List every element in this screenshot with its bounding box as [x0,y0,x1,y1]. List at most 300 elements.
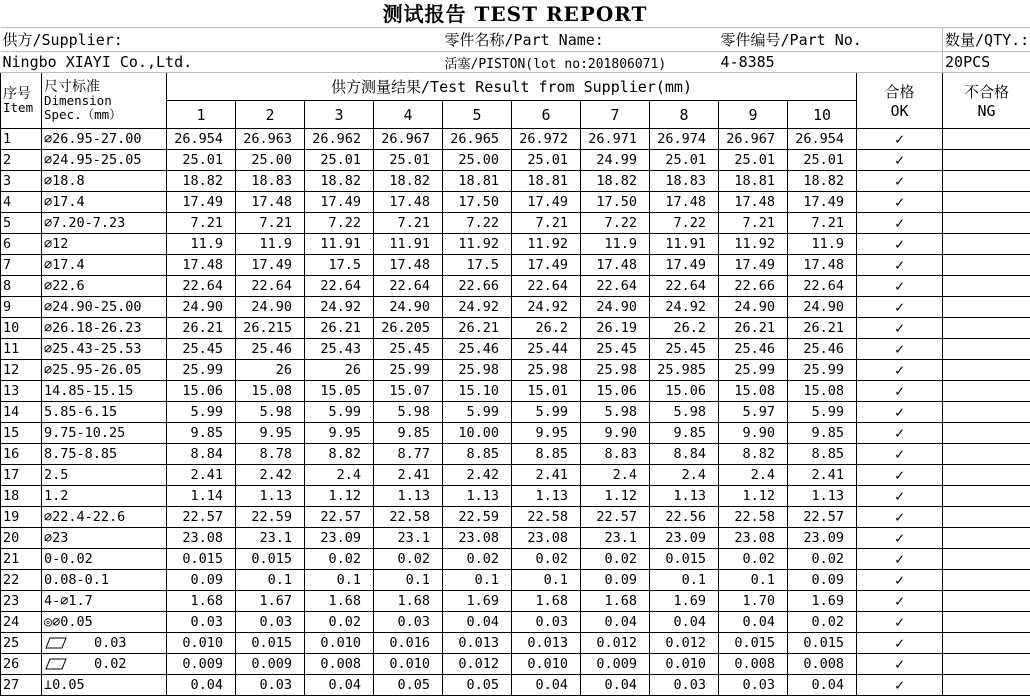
dimension-spec: ⌀22.6 [42,276,167,297]
measurement-cell: 1.13 [788,486,857,507]
table-row [1,213,1030,234]
measurement-cell: 22.64 [236,276,305,297]
measurement-cell: 25.99 [788,360,857,381]
measurement-cell: 7.22 [581,213,650,234]
dimension-spec: ⌀23 [42,528,167,549]
ok-check-icon: ✓ [857,423,943,444]
measurement-cell: 22.58 [512,507,581,528]
dimension-header [42,73,167,129]
measurement-cell: 22.66 [443,276,512,297]
ok-check-icon: ✓ [857,297,943,318]
measurement-cell: 0.012 [650,633,719,654]
measurement-cell: 23.08 [719,528,788,549]
measurement-cell: 26 [305,360,374,381]
qty-label: 数量/QTY.: [943,28,1030,52]
measurement-cell: 26.954 [788,129,857,150]
measurement-cell: 26.21 [719,318,788,339]
measurement-cell: 22.57 [788,507,857,528]
measurement-cell: 24.92 [305,297,374,318]
measurement-cell: 0.03 [236,612,305,633]
item-number: 18 [1,486,42,507]
ng-cell [943,591,1030,612]
item-number: 20 [1,528,42,549]
measurement-cell: 24.90 [581,297,650,318]
test-report-table [0,27,1030,696]
measurement-cell: 25.01 [167,150,236,171]
measurement-cell: 22.64 [374,276,443,297]
measurement-cell: 15.06 [650,381,719,402]
measurement-cell: 25.98 [443,360,512,381]
part-no-label: 零件编号/Part No. [719,28,943,52]
measurement-cell: 25.99 [167,360,236,381]
measurement-cell: 26.954 [167,129,236,150]
measurement-cell: 25.45 [374,339,443,360]
dimension-spec-value: 0.03 [94,635,127,651]
part-name-value: 活塞/PISTON(lot no:201806071) [443,52,719,73]
ng-cell [943,633,1030,654]
ok-check-icon: ✓ [857,549,943,570]
measurement-cell: 25.00 [236,150,305,171]
dimension-spec: ⌀24.95-25.05 [42,150,167,171]
measurement-cell: 7.21 [167,213,236,234]
measurement-cell: 1.13 [374,486,443,507]
measurement-cell: 25.01 [512,150,581,171]
measurement-cell: 0.09 [788,570,857,591]
measurement-cell: 26.962 [305,129,374,150]
measurement-cell: 5.97 [719,402,788,423]
measurement-cell: 22.58 [719,507,788,528]
table-row [1,654,1030,675]
measurement-cell: 23.08 [443,528,512,549]
measurement-cell: 23.08 [167,528,236,549]
measurement-cell: 1.13 [443,486,512,507]
ng-cell [943,402,1030,423]
table-row [1,234,1030,255]
measurement-cell: 2.41 [512,465,581,486]
table-row [1,129,1030,150]
measurement-cell: 8.84 [167,444,236,465]
measurement-cell: 0.015 [719,633,788,654]
item-number: 21 [1,549,42,570]
measurement-cell: 0.1 [719,570,788,591]
measurement-cell: 17.49 [236,255,305,276]
table-row [1,570,1030,591]
ng-header-en: NG [977,102,996,120]
ng-cell [943,444,1030,465]
item-header-cn: 序号 [3,85,31,102]
measurement-cell: 5.99 [443,402,512,423]
measurement-cell: 0.009 [581,654,650,675]
measurement-cell: 17.48 [236,192,305,213]
measurement-cell: 0.04 [581,675,650,696]
measurement-cell: 0.008 [719,654,788,675]
measurement-cell: 7.21 [788,213,857,234]
supplier-label: 供方/Supplier: [1,28,443,52]
measurement-cell: 1.68 [167,591,236,612]
table-row [1,150,1030,171]
measurement-cell: 25.98 [581,360,650,381]
dimension-spec: ⌀17.4 [42,255,167,276]
measurement-cell: 22.64 [512,276,581,297]
part-name-label: 零件名称/Part Name: [443,28,719,52]
flatness-icon [44,658,68,670]
ok-check-icon: ✓ [857,465,943,486]
measurement-cell: 0.013 [512,633,581,654]
test-result-header: 供方测量结果/Test Result from Supplier(mm) [167,73,857,101]
ok-check-icon: ✓ [857,171,943,192]
table-row [1,192,1030,213]
ng-cell [943,192,1030,213]
ng-cell [943,381,1030,402]
table-row [1,255,1030,276]
measurement-cell: 25.45 [167,339,236,360]
table-row [1,402,1030,423]
dimension-spec: ◎⌀0.05 [42,612,167,633]
measurement-cell: 0.04 [512,675,581,696]
measurement-cell: 17.49 [512,255,581,276]
measurement-cell: 8.82 [305,444,374,465]
measurement-cell: 15.06 [167,381,236,402]
measurement-cell: 0.010 [650,654,719,675]
measurement-cell: 17.48 [374,255,443,276]
measurement-cell: 26.215 [236,318,305,339]
measurement-cell: 0.03 [512,612,581,633]
measurement-cell: 15.05 [305,381,374,402]
ok-header-cn: 合格 [884,83,915,101]
measurement-cell: 18.82 [305,171,374,192]
item-number: 6 [1,234,42,255]
ok-header [857,73,943,129]
column-header-2: 2 [236,101,305,129]
measurement-cell: 7.21 [236,213,305,234]
measurement-cell: 26.2 [650,318,719,339]
measurement-cell: 0.04 [305,675,374,696]
measurement-cell: 5.98 [650,402,719,423]
measurement-cell: 0.010 [512,654,581,675]
measurement-cell: 0.008 [788,654,857,675]
measurement-cell: 5.99 [788,402,857,423]
dimension-spec: ⌀25.43-25.53 [42,339,167,360]
measurement-cell: 1.70 [719,591,788,612]
measurement-cell: 2.42 [443,465,512,486]
measurement-cell: 0.03 [374,612,443,633]
dimension-header-cn: 尺寸标准 [44,78,100,95]
info-value-row [1,52,1030,73]
measurement-cell: 0.05 [443,675,512,696]
measurement-cell: 15.01 [512,381,581,402]
ok-check-icon: ✓ [857,486,943,507]
measurement-cell: 26.963 [236,129,305,150]
measurement-cell: 2.4 [581,465,650,486]
measurement-cell: 0.009 [236,654,305,675]
ng-cell [943,339,1030,360]
measurement-cell: 22.64 [167,276,236,297]
dimension-spec-value: 0.02 [94,656,127,672]
measurement-cell: 11.92 [719,234,788,255]
measurement-cell: 17.48 [788,255,857,276]
measurement-cell: 22.64 [788,276,857,297]
measurement-cell: 0.1 [236,570,305,591]
dimension-spec: 0.08-0.1 [42,570,167,591]
measurement-cell: 0.04 [788,675,857,696]
measurement-cell: 23.09 [305,528,374,549]
measurement-cell: 26.971 [581,129,650,150]
measurement-cell: 9.85 [167,423,236,444]
measurement-cell: 9.85 [374,423,443,444]
measurement-cell: 1.68 [581,591,650,612]
measurement-cell: 9.95 [305,423,374,444]
measurement-cell: 0.04 [581,612,650,633]
measurement-cell: 8.78 [236,444,305,465]
measurement-cell: 1.13 [236,486,305,507]
measurement-cell: 0.010 [305,633,374,654]
measurement-cell: 26 [236,360,305,381]
ok-check-icon: ✓ [857,150,943,171]
measurement-cell: 25.44 [512,339,581,360]
dimension-spec: ⌀26.95-27.00 [42,129,167,150]
measurement-cell: 1.69 [650,591,719,612]
measurement-cell: 25.45 [581,339,650,360]
table-row [1,612,1030,633]
measurement-cell: 25.99 [374,360,443,381]
measurement-cell: 9.95 [512,423,581,444]
measurement-cell: 15.07 [374,381,443,402]
measurement-cell: 22.57 [167,507,236,528]
measurement-cell: 5.99 [305,402,374,423]
measurement-cell: 8.85 [512,444,581,465]
measurement-cell: 18.82 [581,171,650,192]
table-row [1,633,1030,654]
column-header-9: 9 [719,101,788,129]
measurement-cell: 22.57 [305,507,374,528]
dimension-spec: ⊥0.05 [42,675,167,696]
measurement-cell: 10.00 [443,423,512,444]
measurement-cell: 26.21 [788,318,857,339]
item-number: 14 [1,402,42,423]
ok-check-icon: ✓ [857,234,943,255]
measurement-cell: 24.92 [512,297,581,318]
table-row [1,675,1030,696]
ok-check-icon: ✓ [857,675,943,696]
measurement-cell: 25.99 [719,360,788,381]
item-number: 25 [1,633,42,654]
column-header-8: 8 [650,101,719,129]
dimension-header-en2: Spec.（mm） [44,106,122,122]
measurement-cell: 0.09 [581,570,650,591]
ng-cell [943,297,1030,318]
column-header-6: 6 [512,101,581,129]
measurement-cell: 0.016 [374,633,443,654]
measurement-cell: 17.49 [512,192,581,213]
item-number: 11 [1,339,42,360]
dimension-spec: ⌀25.95-26.05 [42,360,167,381]
ok-header-en: OK [890,102,909,120]
ng-header-cn: 不合格 [964,83,1010,101]
ng-cell [943,549,1030,570]
measurement-cell: 23.08 [512,528,581,549]
ng-cell [943,423,1030,444]
measurement-cell: 17.49 [650,255,719,276]
item-number: 17 [1,465,42,486]
measurement-cell: 18.83 [236,171,305,192]
measurement-cell: 15.06 [581,381,650,402]
item-number: 15 [1,423,42,444]
measurement-cell: 9.85 [650,423,719,444]
measurement-cell: 24.90 [236,297,305,318]
measurement-cell: 0.015 [167,549,236,570]
dimension-spec [42,654,167,675]
measurement-cell: 0.012 [443,654,512,675]
dimension-spec: ⌀17.4 [42,192,167,213]
measurement-cell: 25.985 [650,360,719,381]
measurement-cell: 17.49 [719,255,788,276]
measurement-cell: 0.03 [650,675,719,696]
item-number: 19 [1,507,42,528]
measurement-cell: 0.1 [305,570,374,591]
measurement-cell: 22.64 [650,276,719,297]
table-row [1,486,1030,507]
ok-check-icon: ✓ [857,528,943,549]
measurement-cell: 25.45 [650,339,719,360]
measurement-cell: 0.1 [512,570,581,591]
measurement-cell: 7.21 [374,213,443,234]
qty-value: 20PCS [943,52,1030,73]
measurement-cell: 1.14 [167,486,236,507]
measurement-cell: 26.21 [167,318,236,339]
ng-cell [943,276,1030,297]
ng-cell [943,234,1030,255]
measurement-cell: 25.01 [374,150,443,171]
measurement-cell: 24.90 [167,297,236,318]
measurement-cell: 25.01 [719,150,788,171]
measurement-cell: 17.48 [167,255,236,276]
measurement-cell: 1.12 [719,486,788,507]
measurement-cell: 23.09 [650,528,719,549]
table-row [1,591,1030,612]
measurement-cell: 2.41 [788,465,857,486]
measurement-cell: 7.22 [305,213,374,234]
measurement-cell: 24.90 [374,297,443,318]
ok-check-icon: ✓ [857,654,943,675]
measurement-cell: 0.015 [788,633,857,654]
measurement-cell: 11.91 [650,234,719,255]
header-row-1 [1,73,1030,101]
column-header-5: 5 [443,101,512,129]
measurement-cell: 17.48 [719,192,788,213]
measurement-cell: 24.92 [443,297,512,318]
measurement-cell: 26.205 [374,318,443,339]
ng-cell [943,486,1030,507]
measurement-cell: 0.015 [650,549,719,570]
measurement-cell: 0.009 [167,654,236,675]
measurement-cell: 26.965 [443,129,512,150]
measurement-cell: 18.82 [788,171,857,192]
measurement-cell: 17.49 [167,192,236,213]
column-header-3: 3 [305,101,374,129]
measurement-cell: 8.84 [650,444,719,465]
measurement-cell: 1.69 [788,591,857,612]
measurement-cell: 18.82 [374,171,443,192]
measurement-cell: 18.81 [512,171,581,192]
measurement-cell: 22.59 [443,507,512,528]
measurement-cell: 17.48 [581,255,650,276]
measurement-cell: 2.4 [650,465,719,486]
dimension-spec: ⌀24.90-25.00 [42,297,167,318]
measurement-cell: 0.02 [512,549,581,570]
measurement-cell: 25.01 [788,150,857,171]
table-row [1,381,1030,402]
measurement-cell: 8.77 [374,444,443,465]
measurement-cell: 0.09 [167,570,236,591]
item-number: 26 [1,654,42,675]
item-number: 27 [1,675,42,696]
dimension-spec: 1.2 [42,486,167,507]
measurement-cell: 2.4 [719,465,788,486]
measurement-cell: 26.19 [581,318,650,339]
measurement-cell: 5.99 [512,402,581,423]
info-label-row [1,28,1030,52]
dimension-spec: 9.75-10.25 [42,423,167,444]
measurement-cell: 2.41 [374,465,443,486]
item-number: 2 [1,150,42,171]
measurement-cell: 0.05 [374,675,443,696]
ok-check-icon: ✓ [857,612,943,633]
ok-check-icon: ✓ [857,213,943,234]
measurement-cell: 22.64 [305,276,374,297]
measurement-cell: 0.1 [374,570,443,591]
ok-check-icon: ✓ [857,633,943,654]
ng-cell [943,675,1030,696]
measurement-cell: 23.1 [236,528,305,549]
measurement-cell: 18.83 [650,171,719,192]
item-number: 23 [1,591,42,612]
measurement-cell: 7.21 [512,213,581,234]
measurement-cell: 0.02 [305,549,374,570]
measurement-cell: 5.98 [374,402,443,423]
measurement-cell: 18.81 [443,171,512,192]
measurement-cell: 11.91 [305,234,374,255]
measurement-cell: 0.03 [236,675,305,696]
part-no-value: 4-8385 [719,52,943,73]
item-number: 12 [1,360,42,381]
dimension-spec: 8.75-8.85 [42,444,167,465]
measurement-cell: 26.2 [512,318,581,339]
item-header-en: Item [3,99,34,115]
measurement-cell: 8.85 [443,444,512,465]
measurement-cell: 26.972 [512,129,581,150]
measurement-cell: 8.85 [788,444,857,465]
measurement-cell: 15.08 [788,381,857,402]
measurement-cell: 15.08 [719,381,788,402]
dimension-spec: ⌀22.4-22.6 [42,507,167,528]
dimension-spec: 4-⌀1.7 [42,591,167,612]
measurement-cell: 15.10 [443,381,512,402]
item-number: 9 [1,297,42,318]
ng-cell [943,654,1030,675]
table-row [1,423,1030,444]
ng-cell [943,318,1030,339]
measurement-cell: 1.68 [374,591,443,612]
ng-cell [943,570,1030,591]
measurement-cell: 22.57 [581,507,650,528]
ok-check-icon: ✓ [857,570,943,591]
measurement-cell: 24.90 [788,297,857,318]
ok-check-icon: ✓ [857,507,943,528]
item-number: 1 [1,129,42,150]
dimension-spec [42,633,167,654]
measurement-cell: 0.013 [443,633,512,654]
ng-header [943,73,1030,129]
